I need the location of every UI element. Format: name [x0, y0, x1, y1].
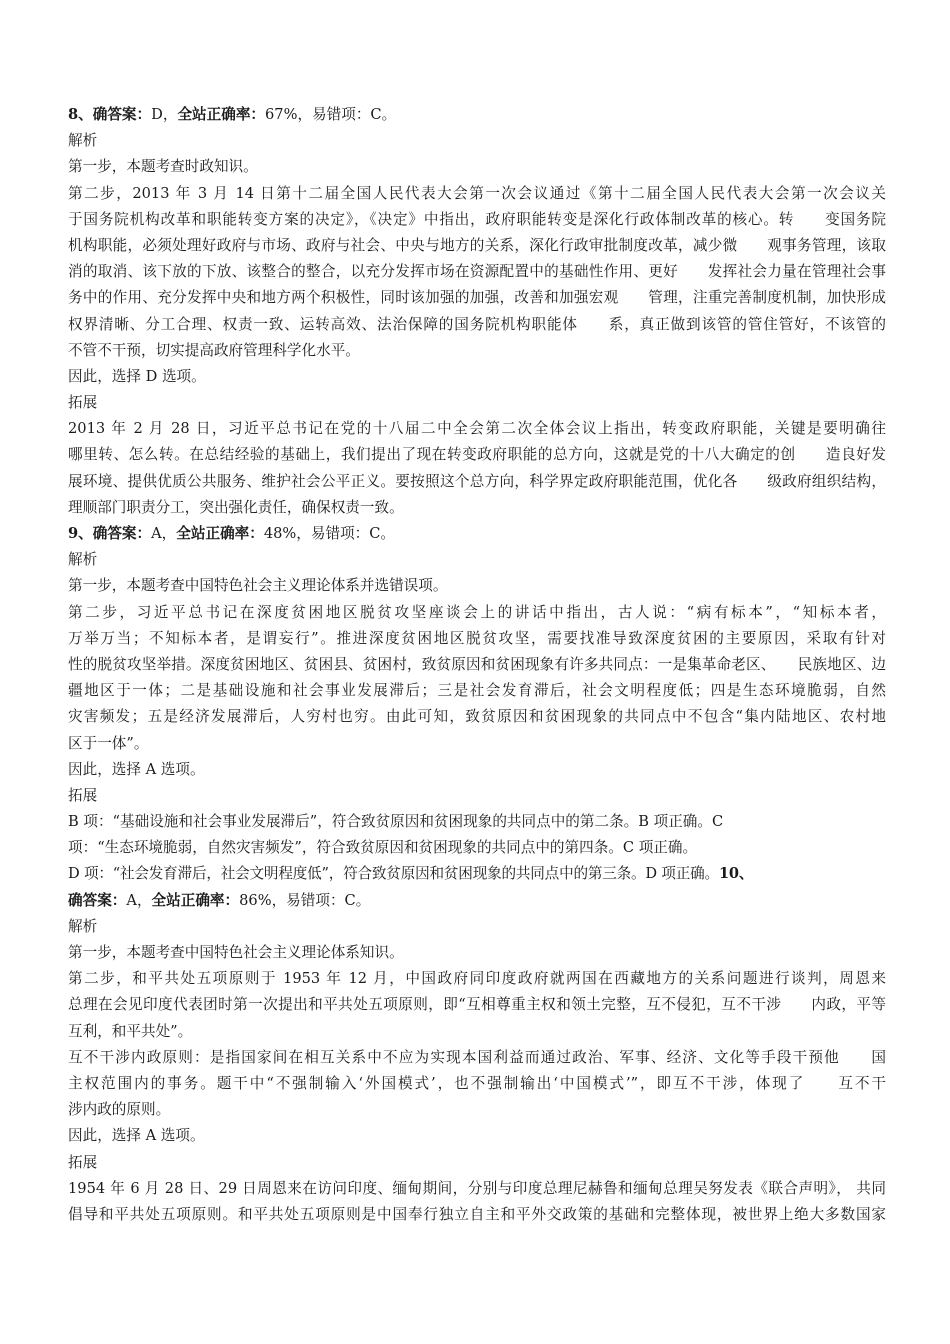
q9-line: 万举万当；不知标本者，是谓妄行”。推进深度贫困地区脱贫攻坚，需要找准导致深度贫困的主要原因，采取有针对 [68, 629, 886, 647]
q9-line: 第二步，习近平总书记在深度贫困地区脱贫攻坚座谈会上的讲话中指出，古人说：“病有标本”，“知标本者， [68, 603, 886, 621]
q8-rate: 67% [265, 106, 298, 123]
q10-line: 涉内政的原则。 [68, 1101, 171, 1119]
q9-analysis-label: 解析 [68, 551, 98, 569]
q9-extension-label: 拓展 [68, 786, 98, 804]
q10-rate-label: 全站正确率： [151, 891, 240, 909]
q10-answer: A [126, 891, 137, 909]
q10-extension-line: 倡导和平共处五项原则。和平共处五项原则是中国奉行独立自主和平外交政策的基础和完整体现，被世界上绝大多数国家 [68, 1205, 886, 1223]
q10-line: 互利，和平共处”。 [68, 1022, 193, 1040]
q9-extension-line: B 项：“基础设施和社会事业发展滞后”，符合致贫原因和贫困现象的共同点中的第二条。B 项正确。C [68, 813, 724, 831]
q10-line: 互不干涉内政原则：是指国家间在相互关系中不应为实现本国利益而通过政治、军事、经济、文化等手段干预他 国 [68, 1048, 886, 1066]
q10-line: 主权范围内的事务。题干中“不强制输入‘外国模式’，也不强制输出‘中国模式’”，即互不干涉，体现了 互不干 [68, 1074, 886, 1092]
q8-line: 不管不干预，切实提高政府管理科学化水平。 [68, 341, 360, 359]
q9-extension-line: D 项：“社会发育滞后，社会文明程度低”，符合致贫原因和贫困现象的共同点中的第三条。D 项正确。10、 [68, 865, 754, 883]
document-page [68, 102, 886, 1228]
q8-extension-line: 展环境、提供优质公共服务、维护社会公平正义。要按照这个总方向，科学界定政府职能范围，优化各 级政府组织结构， [68, 472, 886, 490]
q9-line: 疆地区于一体；二是基础设施和社会事业发展滞后；三是社会发育滞后，社会文明程度低；四是生态环境脆弱，自然 [68, 682, 886, 700]
q10-analysis-label: 解析 [68, 917, 98, 935]
q9-extension-line: 项：“生态环境脆弱，自然灾害频发”，符合致贫原因和贫困现象的共同点中的第四条。C 项正确。 [68, 839, 698, 857]
q8-answer: D [151, 106, 163, 123]
q9-rate-label: 全站正确率： [176, 525, 264, 542]
q10-extension-label: 拓展 [68, 1153, 98, 1171]
q8-extension-label: 拓展 [68, 394, 98, 412]
q8-line: 消的取消、该下放的下放、该整合的整合，以充分发挥市场在资源配置中的基础性作用、更好 发挥社会力量在管理社会事 [68, 263, 886, 281]
q8-line: 第二步，2013 年 3 月 14 日第十二届全国人民代表大会第一次会议通过《第十二届全国人民代表大会第一次会议关 [68, 184, 886, 202]
q9-header: 9、确答案：A，全站正确率：48%，易错项：C。 [68, 525, 396, 542]
q8-conclusion: 因此，选择 D 选项。 [68, 367, 206, 385]
q8-answer-label: 8、确答案： [68, 106, 152, 123]
q8-line: 机构职能，必须处理好政府与市场、政府与社会、中央与地方的关系，深化行政审批制度改革，减少微 观事务管理，该取 [68, 236, 886, 254]
q10-header: 确答案：A，全站正确率：86%，易错项：C。 [68, 891, 371, 909]
q9-answer: A [151, 525, 162, 542]
q8-line: 权界清晰、分工合理、权责一致、运转高效、法治保障的国务院机构职能体 系，真正做到该管的管住管好，不该管的 [68, 315, 886, 333]
q10-number: 10、 [718, 865, 754, 883]
q10-wrong-option: ，易错项：C。 [271, 891, 371, 909]
q10-rate: 86% [239, 891, 272, 909]
q8-extension-line: 2013 年 2 月 28 日，习近平总书记在党的十八届二中全会第二次全体会议上指出，转变政府职能，关键是要明确往 [68, 420, 886, 438]
q9-answer-label: 9、确答案： [68, 525, 152, 542]
q9-rate: 48% [263, 525, 297, 542]
q10-line: 第一步，本题考查中国特色社会主义理论体系知识。 [68, 944, 404, 961]
q8-line: 务中的作用、充分发挥中央和地方两个积极性，同时该加强的加强，改善和加强宏观 管理，注重完善制度机制，加快形成 [68, 289, 886, 307]
q8-analysis-label: 解析 [68, 132, 98, 150]
q10-line: 总理在会见印度代表团时第一次提出和平共处五项原则，即“互相尊重主权和领土完整，互不侵犯，互不干涉 内政，平等 [68, 996, 886, 1014]
q10-line: 第二步，和平共处五项原则于 1953 年 12 月，中国政府同印度政府就两国在西藏地方的关系问题进行谈判，周恩来 [68, 970, 886, 988]
q9-line: 第一步，本题考查中国特色社会主义理论体系并选错误项。 [68, 577, 448, 595]
q8-extension-line: 理顺部门职责分工，突出强化责任，确保权责一致。 [68, 498, 404, 516]
q9-line: 性的脱贫攻坚举措。深度贫困地区、贫困县、贫困村，致贫原因和贫困现象有许多共同点：一是集革命老区、 民族地区、边 [68, 655, 886, 673]
q9-line: 灾害频发；五是经济发展滞后，人穷村也穷。由此可知，致贫原因和贫困现象的共同点中不包含“集内陆地区、农村地 [68, 708, 886, 726]
q10-conclusion: 因此，选择 A 选项。 [68, 1127, 205, 1145]
q9-wrong-option: ，易错项：C。 [296, 525, 396, 542]
q8-line: 于国务院机构改革和职能转变方案的决定》，《决定》中指出，政府职能转变是深化行政体制改革的核心。转 变国务院 [68, 210, 886, 228]
q8-header: 8、确答案：D，全站正确率：67%，易错项：C。 [68, 106, 397, 123]
q8-line: 第一步，本题考查时政知识。 [68, 158, 258, 176]
q10-answer-label: 确答案： [68, 891, 127, 909]
q8-extension-line: 哪里转、怎么转。在总结经验的基础上，我们提出了现在转变政府职能的总方向，这就是党的十八大确定的创 造良好发 [68, 446, 886, 464]
q9-conclusion: 因此，选择 A 选项。 [68, 760, 205, 778]
q9-line: 区于一体”。 [68, 734, 149, 752]
q8-wrong-option: ，易错项：C。 [297, 106, 397, 123]
q10-extension-line: 1954 年 6 月 28 日、29 日周恩来在访问印度、缅甸期间，分别与印度总理尼赫鲁和缅甸总理吴努发表《联合声明》， 共同 [68, 1179, 886, 1197]
q8-rate-label: 全站正确率： [177, 106, 266, 123]
